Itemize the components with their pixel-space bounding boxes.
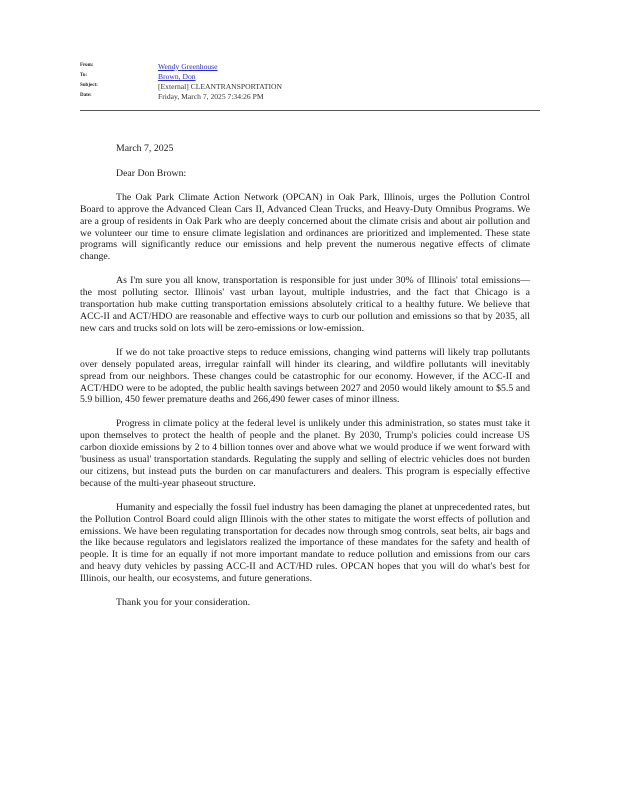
letter-body: [80, 143, 530, 609]
subject-value: [External] CLEANTRANSPORTATION: [158, 82, 283, 91]
letter-salutation: Dear Don Brown:: [116, 167, 187, 179]
subject-label: Subject:: [80, 83, 98, 88]
paragraph-4: Progress in climate policy at the federal level is unlikely under this administration, so states must take it upon themselves to protect the health of people and the planet. By 2030, Trump's policies could increase US carbon dioxide emissions by 2 to 4 billion tonnes over and above what we would produce if we went forward with 'business as usual' transportation standards. Regulating the supply and selling of electric vehicles does not burden our citizens, but instead puts the burden on car manufacturers and dealers. This program is especially effective because of the multi-year phaseout structure.: [80, 418, 530, 489]
date-value: Friday, March 7, 2025 7:34:26 PM: [158, 92, 264, 101]
paragraph-3: If we do not take proactive steps to reduce emissions, changing wind patterns will likely trap pollutants over densely populated areas, irregular rainfall will hinder its clearing, and wildfire pollutants will inevitably spread from our neighbors. These changes could be catastrophic for our economy. However, if the ACC-II and ACT/HDO were to be adopted, the public health savings between 2027 and 2050 would likely amount to $5.5 and 5.9 billion, 450 fewer premature deaths and 266,490 fewer cases of minor illness.: [80, 346, 530, 406]
to-label: To:: [80, 73, 88, 78]
paragraph-5: Humanity and especially the fossil fuel industry has been damaging the planet at unprecedented rates, but the Pollution Control Board could align Illinois with the other states to mitigate the worst effects of pollution and emissions. We have been regulating transportation for decades now through smog controls, seat belts, air bags and the like because regulators and legislators realized the importance of these mandates for the safety and health of people. It is time for an equally if not more important mandate to reduce pollution and emissions from our cars and heavy duty vehicles by passing ACC-II and ACT/HD rules. OPCAN hopes that you will do what's best for Illinois, our health, our ecosystems, and future generations.: [80, 501, 530, 585]
from-row: [80, 62, 540, 72]
date-row: [80, 92, 540, 102]
email-header: [80, 62, 540, 102]
paragraph-1: The Oak Park Climate Action Network (OPCAN) in Oak Park, Illinois, urges the Pollution Control Board to approve the Advanced Clean Cars II, Advanced Clean Trucks, and Heavy-Duty Omnibus Programs. We are a group of residents in Oak Park who are deeply concerned about the climate crisis and about air pollution and we volunteer our time to ensure climate legislation and ordinances are prioritized and implemented. These state programs will significantly reduce our emissions and help prevent the numerous negative effects of climate change.: [80, 191, 530, 263]
from-label: From:: [80, 63, 94, 68]
to-row: [80, 72, 540, 82]
letter-closing: Thank you for your consideration.: [116, 597, 251, 609]
to-link[interactable]: Brown, Don: [158, 72, 196, 81]
date-label: Date:: [80, 93, 92, 98]
from-link[interactable]: Wendy Greenhouse: [158, 62, 218, 71]
subject-row: [80, 82, 540, 92]
paragraph-2: As I'm sure you all know, transportation is responsible for just under 30% of Illinois' total emissions— the most polluting sector. Illinois' vast urban layout, multiple industries, and the fact that Chicago is a transportation hub make cutting transportation emissions absolutely critical to a healthy future. We believe that ACC-II and ACT/HDO are reasonable and effective ways to curb our pollution and emissions so that by 2035, all new cars and trucks sold on lots will be zero-emissions or low-emission.: [80, 275, 530, 334]
letter-date: March 7, 2025: [116, 143, 174, 154]
header-divider: [80, 110, 540, 111]
